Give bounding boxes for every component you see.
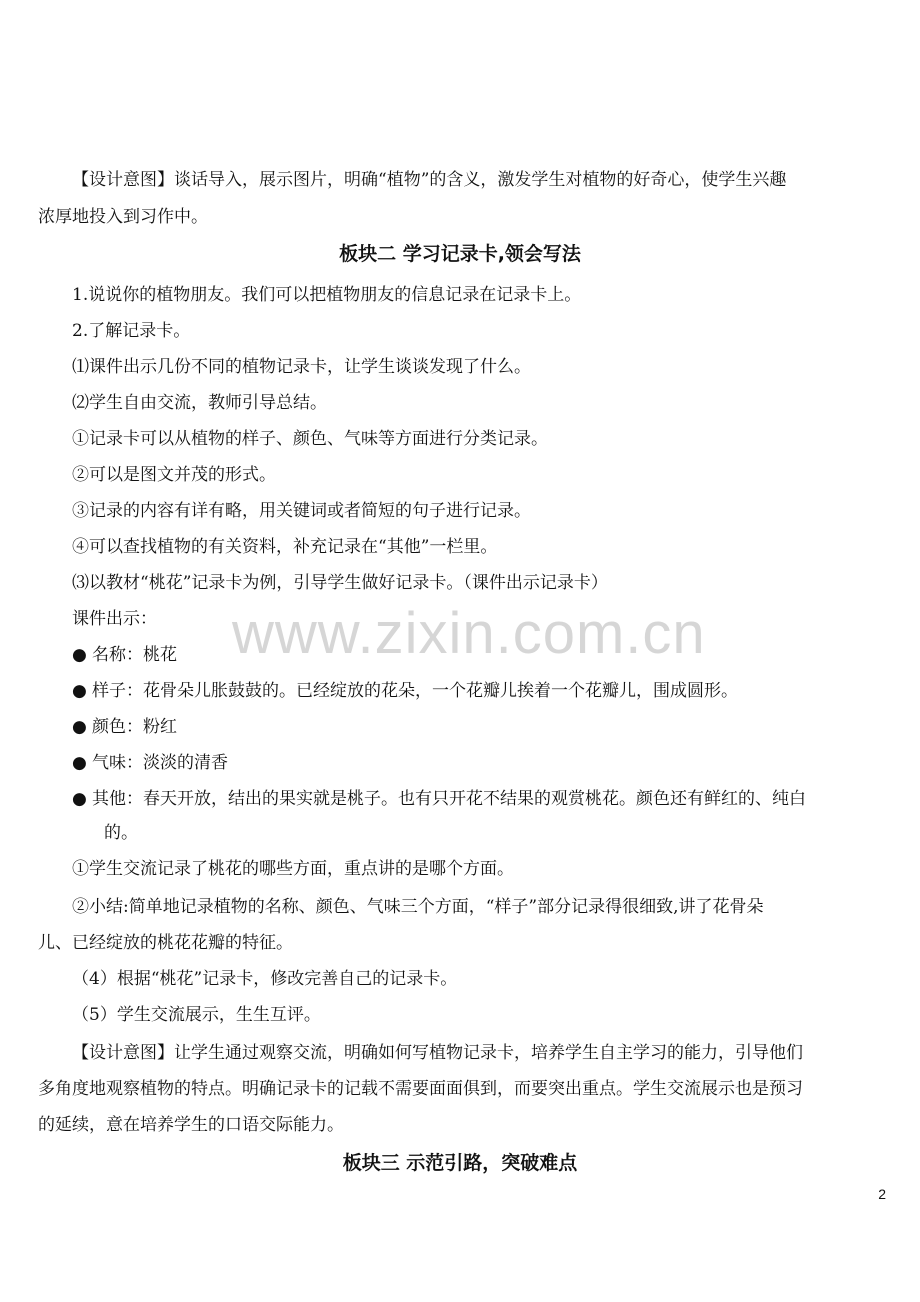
step-item: ④可以查找植物的有关资料，补充记录在“其他”一栏里。: [72, 537, 498, 557]
bullet-text: 气味：淡淡的清香: [92, 753, 228, 773]
step-item: ③记录的内容有详有略，用关键词或者简短的句子进行记录。: [72, 501, 531, 521]
summary-line-1: ②小结:简单地记录植物的名称、颜色、气味三个方面，“样子”部分记录得很细致,讲了花骨朵: [72, 897, 764, 917]
step-item: ⑴课件出示几份不同的植物记录卡，让学生谈谈发现了什么。: [72, 357, 531, 377]
step-item: ⑶以教材“桃花”记录卡为例，引导学生做好记录卡。（课件出示记录卡）: [72, 573, 608, 593]
watermark: www.zixin.com.cn: [232, 601, 706, 666]
bullet-icon: ●: [72, 789, 87, 809]
section-heading-2: 板块二 学习记录卡,领会写法: [339, 243, 581, 265]
bullet-item-name: [72, 643, 177, 667]
step-item: 1.说说你的植物朋友。我们可以把植物朋友的信息记录在记录卡上。: [72, 285, 582, 305]
section-heading-3: 板块三 示范引路，突破难点: [342, 1152, 578, 1174]
design-intent-2-line-2: 多角度地观察植物的特点。明确记录卡的记载不需要面面俱到，而要突出重点。学生交流展示也是预习: [38, 1079, 803, 1099]
bullet-icon: ●: [72, 681, 87, 701]
bullet-item-shape: [72, 679, 738, 703]
design-intent-1-line-2: 浓厚地投入到习作中。: [38, 207, 208, 227]
step-item: 课件出示：: [72, 609, 157, 629]
bullet-text: 其他：春天开放，结出的果实就是桃子。也有只开花不结果的观赏桃花。颜色还有鲜红的、纯白: [92, 789, 806, 809]
step-item: 2.了解记录卡。: [72, 321, 191, 341]
bullet-item-smell: [72, 751, 228, 775]
discussion-line: ①学生交流记录了桃花的哪些方面，重点讲的是哪个方面。: [72, 859, 514, 879]
bullet-text: 名称：桃花: [92, 645, 177, 665]
summary-line-2: 儿、已经绽放的桃花花瓣的特征。: [38, 933, 293, 953]
bullet-item-other: [72, 787, 806, 811]
bullet-item-color: [72, 715, 177, 739]
bullet-item-other-continued: 的。: [104, 823, 138, 843]
step-item: ①记录卡可以从植物的样子、颜色、气味等方面进行分类记录。: [72, 429, 548, 449]
step-item: （5）学生交流展示，生生互评。: [72, 1005, 321, 1025]
step-item: ⑵学生自由交流，教师引导总结。: [72, 393, 327, 413]
page-number: 2: [878, 1186, 886, 1202]
bullet-text: 样子：花骨朵儿胀鼓鼓的。已经绽放的花朵，一个花瓣儿挨着一个花瓣儿，围成圆形。: [92, 681, 738, 701]
step-item: （4）根据“桃花”记录卡，修改完善自己的记录卡。: [72, 969, 458, 989]
bullet-icon: ●: [72, 645, 87, 665]
design-intent-2-line-3: 的延续，意在培养学生的口语交际能力。: [38, 1115, 344, 1135]
bullet-icon: ●: [72, 753, 87, 773]
design-intent-1-line-1: 【设计意图】谈话导入，展示图片，明确“植物”的含义，激发学生对植物的好奇心，使学生兴趣: [72, 170, 787, 190]
bullet-text: 颜色：粉红: [92, 717, 177, 737]
bullet-icon: ●: [72, 717, 87, 737]
design-intent-2-line-1: 【设计意图】让学生通过观察交流，明确如何写植物记录卡，培养学生自主学习的能力，引导他们: [72, 1043, 803, 1063]
step-item: ②可以是图文并茂的形式。: [72, 465, 276, 485]
